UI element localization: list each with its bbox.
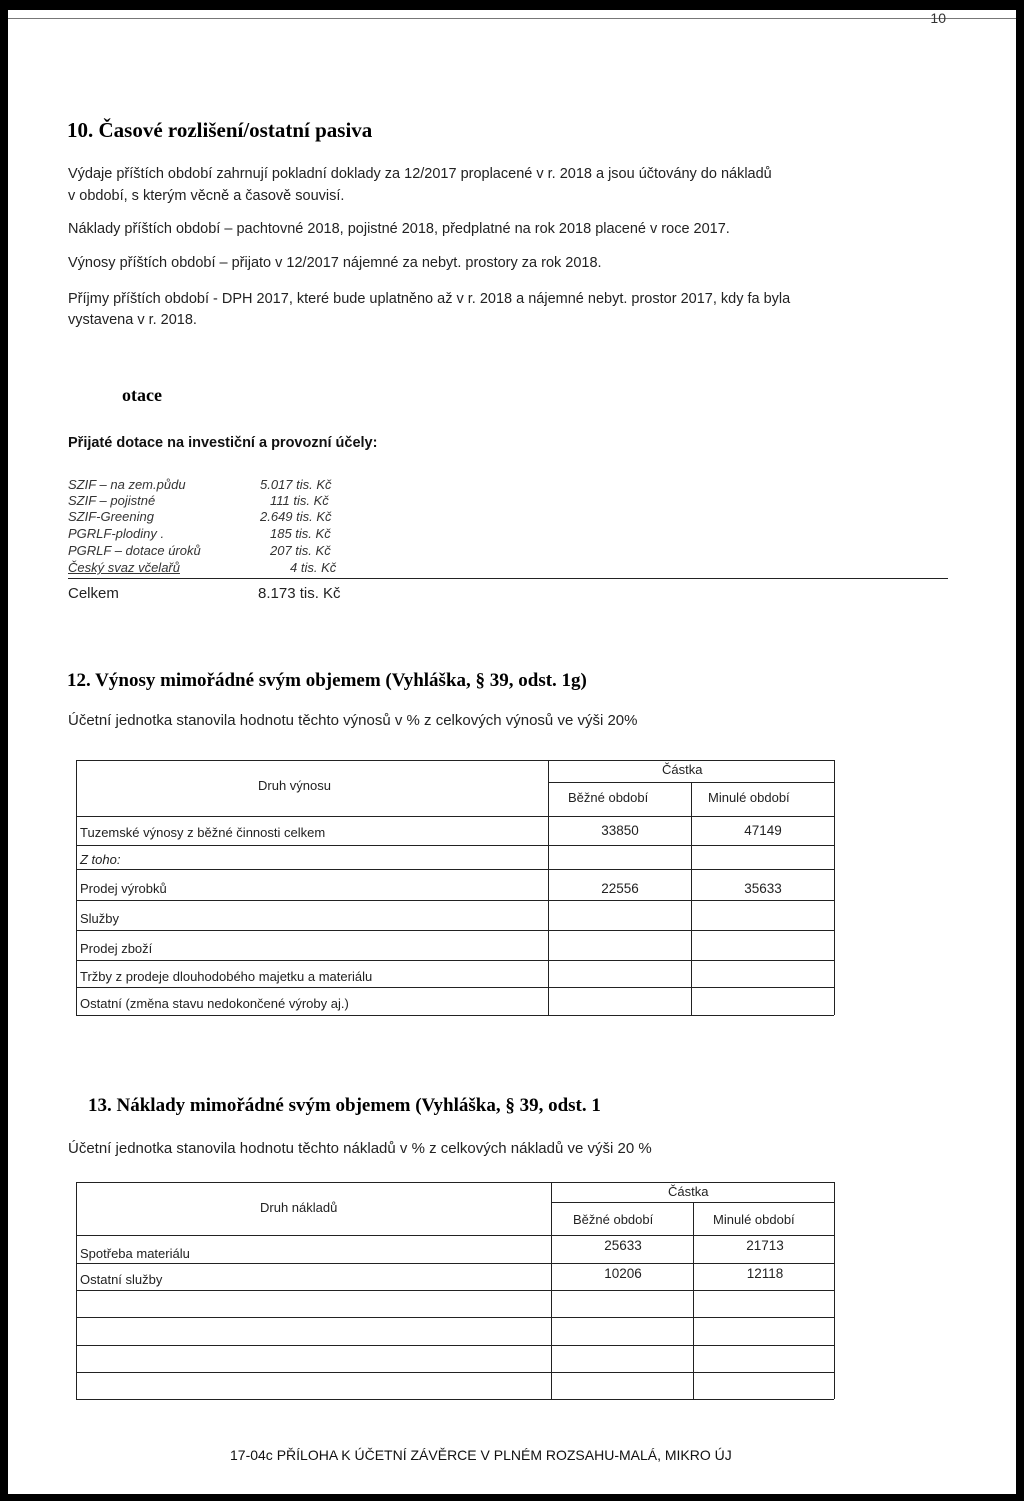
section13-title: 13. Náklady mimořádné svým objemem (Vyhláška, § 39, odst. 1 [88,1095,601,1116]
section10-line: Příjmy příštích období - DPH 2017, které bude uplatněno až v r. 2018 a nájemné nebyt. prostor 2017, kdy fa byla [68,291,791,307]
section11-title: otace [122,385,162,405]
table-cell-current: 25633 [604,1238,642,1253]
column-header: Minulé období [708,790,790,805]
table-cell-previous: 47149 [744,823,782,838]
column-header: Částka [662,762,703,777]
subsidy-total-label: Celkem [68,585,119,602]
column-header: Běžné období [568,790,649,805]
table-row-label: Spotřeba materiálu [80,1246,190,1261]
section10-line: Výdaje příštích období zahrnují pokladní doklady za 12/2017 proplacené v r. 2018 a jsou účtovány do nákladů [68,166,772,182]
section11-subtitle: Přijaté dotace na investiční a provozní účely: [68,435,378,451]
column-header: Běžné období [573,1212,654,1227]
section10-line: v období, s kterým věcně a časově souvisí. [68,188,345,204]
subsidy-value: 5.017 tis. Kč [260,477,332,492]
table-cell-previous: 35633 [744,881,782,896]
subsidy-value: 4 tis. Kč [290,560,337,575]
table-cell-current: 33850 [601,823,639,838]
table-row-label: Ostatní služby [80,1272,163,1287]
document-page [8,10,1016,1494]
section10-line: Náklady příštích období – pachtovné 2018, pojistné 2018, předplatné na rok 2018 placené v roce 2017. [68,221,730,237]
section12-intro: Účetní jednotka stanovila hodnotu těchto výnosů v % z celkových výnosů ve výši 20% [68,712,638,729]
subsidy-label: SZIF-Greening [68,509,154,524]
table-row-label: Prodej výrobků [80,881,167,896]
column-header: Minulé období [713,1212,795,1227]
table-cell-previous: 21713 [746,1238,784,1253]
subsidy-value: 111 tis. Kč [270,493,329,508]
table-cell-previous: 12118 [746,1266,784,1281]
table-row-label: Ostatní (změna stavu nedokončené výroby aj.) [80,996,349,1011]
section12-title: 12. Výnosy mimořádné svým objemem (Vyhláška, § 39, odst. 1g) [67,670,587,691]
top-rule [8,18,1016,19]
table-row-label: Tuzemské výnosy z běžné činnosti celkem [80,825,326,840]
table-cell-current: 22556 [601,881,639,896]
subsidy-label: Český svaz včelařů [68,560,180,575]
page-footer: 17-04c PŘÍLOHA K ÚČETNÍ ZÁVĚRCE V PLNÉM ROZSAHU-MALÁ, MIKRO ÚJ [230,1447,732,1463]
subsidy-label: PGRLF – dotace úroků [68,543,201,558]
section13-intro: Účetní jednotka stanovila hodnotu těchto nákladů v % z celkových nákladů ve výši 20 % [68,1140,652,1157]
table-row-label: Služby [80,911,120,926]
subsidy-divider [68,578,948,579]
table-row-label: Prodej zboží [80,941,153,956]
subsidy-total-value: 8.173 tis. Kč [258,585,341,602]
page-number: 10 [930,10,946,26]
subsidy-label: SZIF – na zem.půdu [68,477,186,492]
subsidy-label: PGRLF-plodiny . [68,526,165,541]
table-row-label: Tržby z prodeje dlouhodobého majetku a materiálu [80,969,373,984]
subsidy-value: 2.649 tis. Kč [260,509,332,524]
section10-title: 10. Časové rozlišení/ostatní pasiva [67,118,373,142]
column-header: Částka [668,1184,709,1199]
table-cell-current: 10206 [604,1266,642,1281]
column-header: Druh nákladů [260,1200,338,1215]
section10-line: vystavena v r. 2018. [68,312,197,328]
subsidy-value: 207 tis. Kč [270,543,331,558]
subsidy-value: 185 tis. Kč [270,526,331,541]
column-header: Druh výnosu [258,778,331,793]
section10-line: Výnosy příštích období – přijato v 12/2017 nájemné za nebyt. prostory za rok 2018. [68,255,602,271]
table-row-label: Z toho: [80,852,121,867]
subsidy-label: SZIF – pojistné [68,493,156,508]
